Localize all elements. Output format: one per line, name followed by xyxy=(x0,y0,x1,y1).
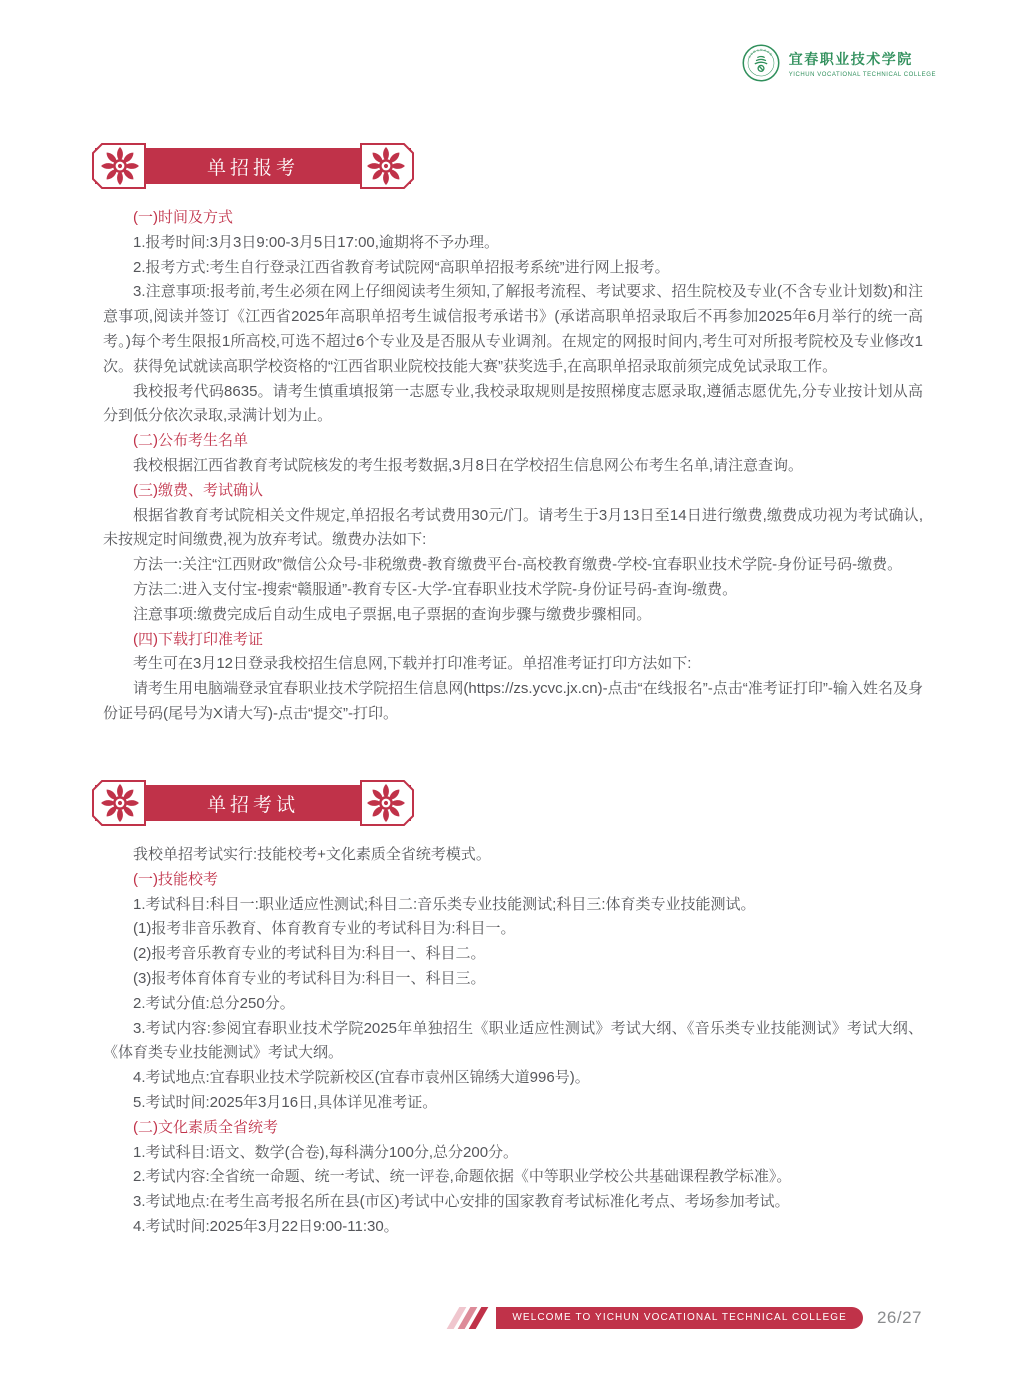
body-paragraph: 方法一:关注“江西财政”微信公众号-非税缴费-教育缴费平台-高校教育缴费-学校-宜春职业技术学院-身份证号码-缴费。 xyxy=(133,556,903,574)
body-paragraph: 2.报考方式:考生自行登录江西省教育考试院网“高职单招报考系统”进行网上报考。 xyxy=(133,258,670,276)
college-name-cn: 宜春职业技术学院 xyxy=(788,52,913,68)
body-paragraph: 我校报考代码8635。请考生慎重填报第一志愿专业,我校录取规则是按照梯度志愿录取,遵循志愿优先,分专业按计划从高分到低分依次录取,录满计划为止。 xyxy=(103,382,923,425)
section-subheading: (二)公布考生名单 xyxy=(133,432,248,450)
footer-stripes-icon xyxy=(447,1307,489,1329)
page-number: 26/27 xyxy=(876,1308,922,1327)
body-paragraph: 方法二:进入支付宝-搜索“赣服通”-教育专区-大学-宜春职业技术学院-身份证号码-查询-缴费。 xyxy=(133,580,738,598)
papercut-flower-icon xyxy=(92,143,146,189)
body-paragraph: 注意事项:缴费完成后自动生成电子票据,电子票据的查询步骤与缴费步骤相同。 xyxy=(133,605,652,623)
body-paragraph: 3.考试地点:在考生高考报名所在县(市区)考试中心安排的国家教育考试标准化考点、考场参加考试。 xyxy=(133,1193,790,1211)
body-paragraph: 3.注意事项:报考前,考生必须在网上仔细阅读考生须知,了解报考流程、考试要求、招生院校及专业(不含专业计划数)和注意事项,阅读并签订《江西省2025年高职单招考生诚信报考承诺书》(承诺高职单招录取后不再参加2025年6月举行的统一高考。)每个考生限报1所高校,可选不超过6个专业及是否服从专业调剂。在规定的网报时间内,考生可对所报考院校及专业修改1次。获得免试就读高职学校资格的“江西省职业院校技能大赛”获奖选手,在高职单招录取前须完成免试录取工作。 xyxy=(103,283,923,375)
body-paragraph: (1)报考非音乐教育、体育教育专业的考试科目为:科目一。 xyxy=(133,920,516,938)
body-paragraph: (3)报考体育体育专业的考试科目为:科目一、科目三。 xyxy=(133,969,486,987)
section-banner-registration xyxy=(95,148,411,184)
body-paragraph: 我校根据江西省教育考试院核发的考生报考数据,3月8日在学校招生信息网公布考生名单,请注意查询。 xyxy=(133,456,804,474)
college-logo xyxy=(742,44,936,82)
body-paragraph: 2.考试分值:总分250分。 xyxy=(133,994,295,1012)
section-subheading: (一)时间及方式 xyxy=(133,209,233,226)
section-body-exam xyxy=(103,843,923,1240)
section-subheading: (二)文化素质全省统考 xyxy=(133,1118,278,1136)
section-subheading: (一)技能校考 xyxy=(133,870,218,888)
body-paragraph: 3.考试内容:参阅宜春职业技术学院2025年单独招生《职业适应性测试》考试大纲、《音乐类专业技能测试》考试大纲、《体育类专业技能测试》考试大纲。 xyxy=(103,1019,923,1062)
section-banner-exam xyxy=(95,785,411,821)
body-paragraph: (2)报考音乐教育专业的考试科目为:科目一、科目二。 xyxy=(133,945,486,963)
body-paragraph: 1.报考时间:3月3日9:00-3月5日17:00,逾期将不予办理。 xyxy=(133,233,499,251)
papercut-flower-icon xyxy=(360,780,414,826)
body-paragraph: 根据省教育考试院相关文件规定,单招报名考试费用30元/门。请考生于3月13日至14日进行缴费,缴费成功视为考试确认,未按规定时间缴费,视为放弃考试。缴费办法如下: xyxy=(103,506,923,549)
footer-welcome-text: WELCOME TO YICHUN VOCATIONAL TECHNICAL COLLEGE xyxy=(496,1307,863,1329)
banner-ornament-left xyxy=(92,143,146,189)
body-paragraph: 1.考试科目:语文、数学(合卷),每科满分100分,总分200分。 xyxy=(133,1143,519,1161)
section-subheading: (四)下载打印准考证 xyxy=(133,630,263,648)
emblem-ring-text: 宜春职业技术学院 xyxy=(747,48,773,60)
section-title: 单招考试 xyxy=(206,794,299,816)
papercut-flower-icon xyxy=(360,143,414,189)
page-footer xyxy=(453,1307,922,1329)
body-paragraph: 5.考试时间:2025年3月16日,具体详见准考证。 xyxy=(133,1093,438,1111)
body-paragraph: 4.考试时间:2025年3月22日9:00-11:30。 xyxy=(133,1217,399,1235)
body-paragraph: 1.考试科目:科目一:职业适应性测试;科目二:音乐类专业技能测试;科目三:体育类专业技能测试。 xyxy=(133,895,756,913)
papercut-flower-icon xyxy=(92,780,146,826)
college-emblem-icon xyxy=(742,44,780,82)
banner-ornament-right xyxy=(360,143,414,189)
banner-ornament-left xyxy=(92,780,146,826)
body-paragraph: 考生可在3月12日登录我校招生信息网,下载并打印准考证。单招准考证打印方法如下: xyxy=(133,655,692,673)
banner-ornament-right xyxy=(360,780,414,826)
body-paragraph: 4.考试地点:宜春职业技术学院新校区(宜春市袁州区锦绣大道996号)。 xyxy=(133,1069,590,1087)
section-subheading: (三)缴费、考试确认 xyxy=(133,481,263,499)
body-paragraph: 请考生用电脑端登录宜春职业技术学院招生信息网(https://zs.ycvc.jx.cn)-点击“在线报名”-点击“准考证打印”-输入姓名及身份证号码(尾号为X请大写)-点击“提交”-打印。 xyxy=(103,680,923,722)
section-title: 单招报考 xyxy=(206,157,299,179)
body-paragraph: 我校单招考试实行:技能校考+文化素质全省统考模式。 xyxy=(133,846,491,863)
college-name-en: YICHUN VOCATIONAL TECHNICAL COLLEGE xyxy=(788,71,936,78)
section-body-registration xyxy=(103,206,923,727)
body-paragraph: 2.考试内容:全省统一命题、统一考试、统一评卷,命题依据《中等职业学校公共基础课程教学标准》。 xyxy=(133,1168,792,1186)
